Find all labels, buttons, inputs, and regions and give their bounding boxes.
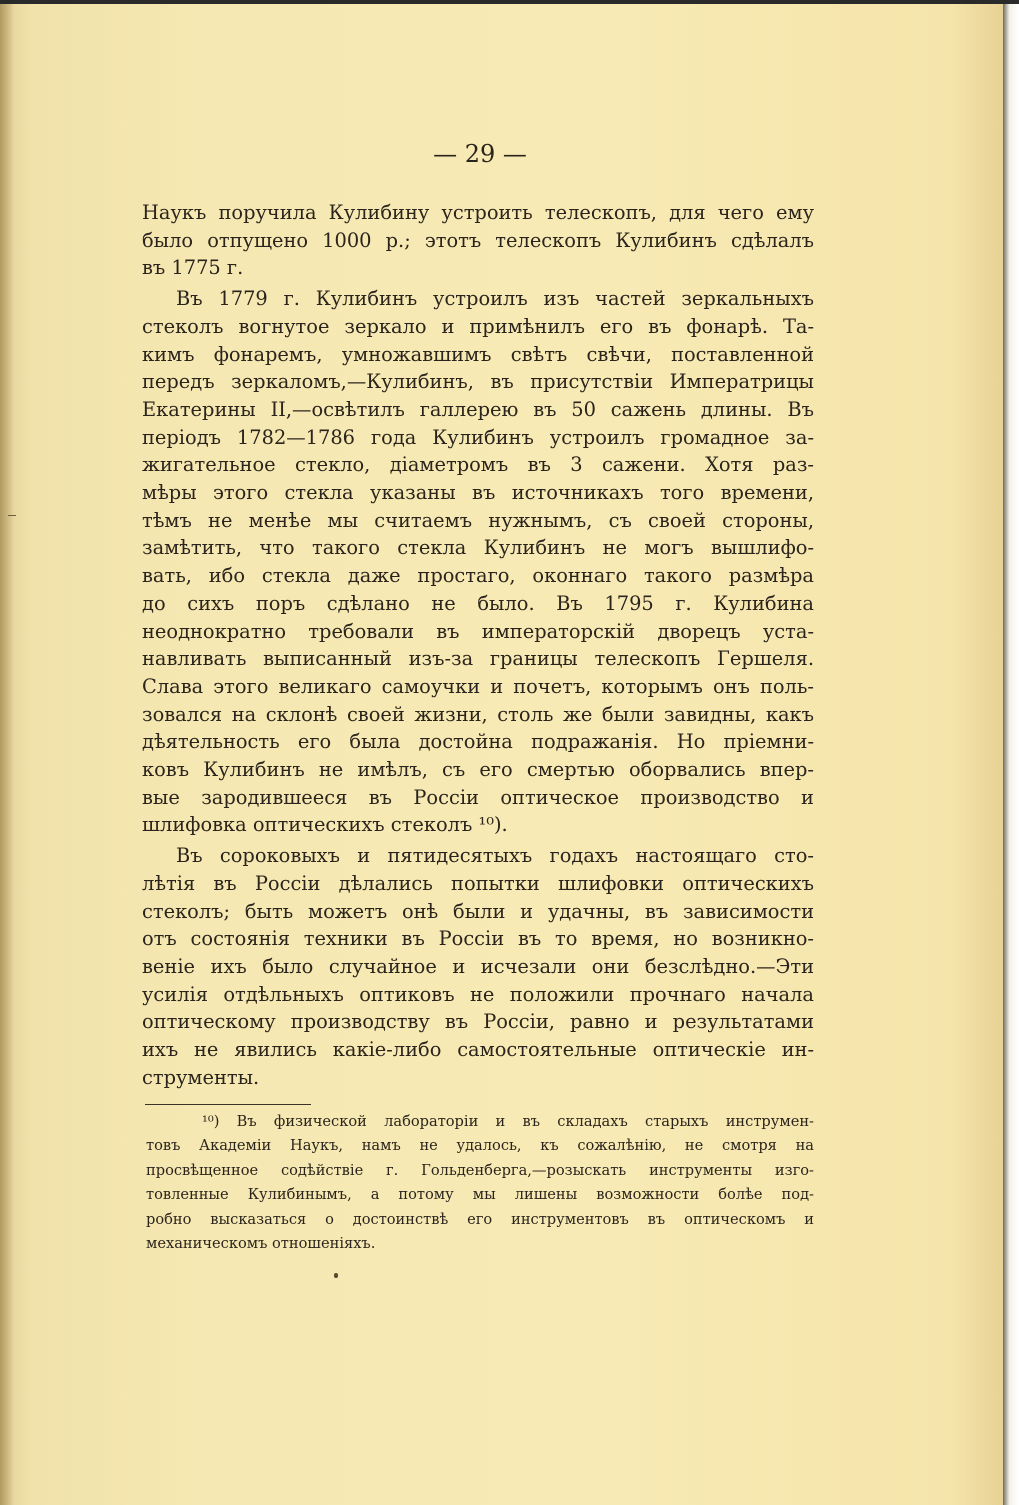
text-line: стеколъ; быть можетъ онѣ были и удачны, въ зависимости	[142, 899, 814, 923]
text-line: стеколъ вогнутое зеркало и примѣнилъ его въ фонарѣ. Та-	[142, 314, 814, 338]
body-text	[142, 199, 814, 1095]
text-line: веніе ихъ было случайное и исчезали они безслѣдно.—Эти	[142, 954, 814, 978]
text-line: отъ состоянія техники въ Россіи въ то время, но возникно-	[142, 927, 814, 951]
text-line: ковъ Кулибинъ не имѣлъ, съ его смертью оборвались впер-	[142, 758, 814, 782]
footnote-line: ¹⁰) Въ физической лабораторіи и въ складахъ старыхъ инструмен-	[202, 1113, 814, 1130]
text-line: оптическому производству въ Россіи, равно и результатами	[142, 1010, 814, 1034]
text-line: періодъ 1782—1786 года Кулибинъ устроилъ громадное за-	[142, 425, 814, 449]
text-line: шлифовка оптическихъ стеколъ ¹⁰).	[142, 813, 508, 837]
text-line: жигательное стекло, діаметромъ въ 3 сажени. Хотя раз-	[142, 453, 814, 477]
paragraph-1	[142, 199, 814, 282]
text-line: ихъ не явились какіе-либо самостоятельные оптическіе ин-	[142, 1038, 814, 1062]
paragraph-3	[142, 842, 814, 1091]
footnote-line: товъ Академіи Наукъ, намъ не удалось, къ сожалѣнію, не смотря на	[146, 1137, 814, 1155]
scan-right-edge	[1003, 0, 1019, 1505]
footnote-separator	[145, 1104, 311, 1105]
text-line: мѣры этого стекла указаны въ источникахъ того времени,	[142, 481, 814, 505]
text-line: Въ сороковыхъ и пятидесятыхъ годахъ настоящаго сто-	[176, 844, 814, 868]
text-line: струменты.	[142, 1065, 260, 1089]
text-line: Екатерины II,—освѣтилъ галлерею въ 50 сажень длины. Въ	[142, 397, 814, 421]
page-number: — 29 —	[433, 140, 527, 168]
text-line: лѣтія въ Россіи дѣлались попытки шлифовки оптическихъ	[142, 871, 814, 895]
footnote-line: просвѣщенное содѣйствіе г. Гольденберга,—розыскать инструменты изго-	[146, 1161, 814, 1179]
text-line: дѣятельность его была достойна подражанія. Но пріемни-	[142, 730, 814, 754]
text-line: усилія отдѣльныхъ оптиковъ не положили прочнаго начала	[142, 982, 814, 1006]
scan-top-edge	[0, 0, 1019, 4]
footnote-line: товленные Кулибинымъ, а потому мы лишены возможности болѣе под-	[146, 1186, 814, 1204]
text-line: Наукъ поручила Кулибину устроить телескопъ, для чего ему	[142, 201, 814, 224]
footnote-line: механическомъ отношеніяхъ.	[146, 1235, 376, 1253]
text-line: кимъ фонаремъ, умножавшимъ свѣтъ свѣчи, поставленной	[142, 342, 814, 366]
text-line: Слава этого великаго самоучки и почетъ, которымъ онъ поль-	[142, 674, 814, 698]
text-line: до сихъ поръ сдѣлано не было. Въ 1795 г. Кулибина	[142, 591, 814, 615]
margin-mark	[8, 515, 16, 516]
text-line: замѣтить, что такого стекла Кулибинъ не могъ вышлифо-	[142, 536, 814, 560]
text-line: зовался на склонѣ своей жизни, столь же были завидны, какъ	[142, 702, 814, 726]
footnote	[146, 1110, 814, 1256]
text-line: было отпущено 1000 р.; этотъ телескопъ Кулибинъ сдѣлалъ	[142, 228, 814, 252]
text-line: вые зародившееся въ Россіи оптическое производство и	[142, 785, 814, 809]
footnote-line: робно высказаться о достоинствѣ его инструментовъ въ оптическомъ и	[146, 1210, 814, 1228]
text-line: передъ зеркаломъ,—Кулибинъ, въ присутствіи Императрицы	[142, 370, 814, 394]
paragraph-2	[142, 285, 814, 839]
page-gutter-shadow	[0, 0, 14, 1505]
text-line: вать, ибо стекла даже простаго, оконнаго такого размѣра	[142, 564, 814, 588]
text-line: въ 1775 г.	[142, 256, 244, 280]
text-line: тѣмъ не менѣе мы считаемъ нужнымъ, съ своей стороны,	[142, 508, 814, 532]
text-line: неоднократно требовали въ императорскій дворецъ уста-	[142, 619, 814, 643]
text-line: Въ 1779 г. Кулибинъ устроилъ изъ частей зеркальныхъ	[176, 287, 814, 311]
ink-speck	[334, 1273, 338, 1278]
text-line: навливать выписанный изъ-за границы телескопъ Гершеля.	[142, 647, 814, 671]
